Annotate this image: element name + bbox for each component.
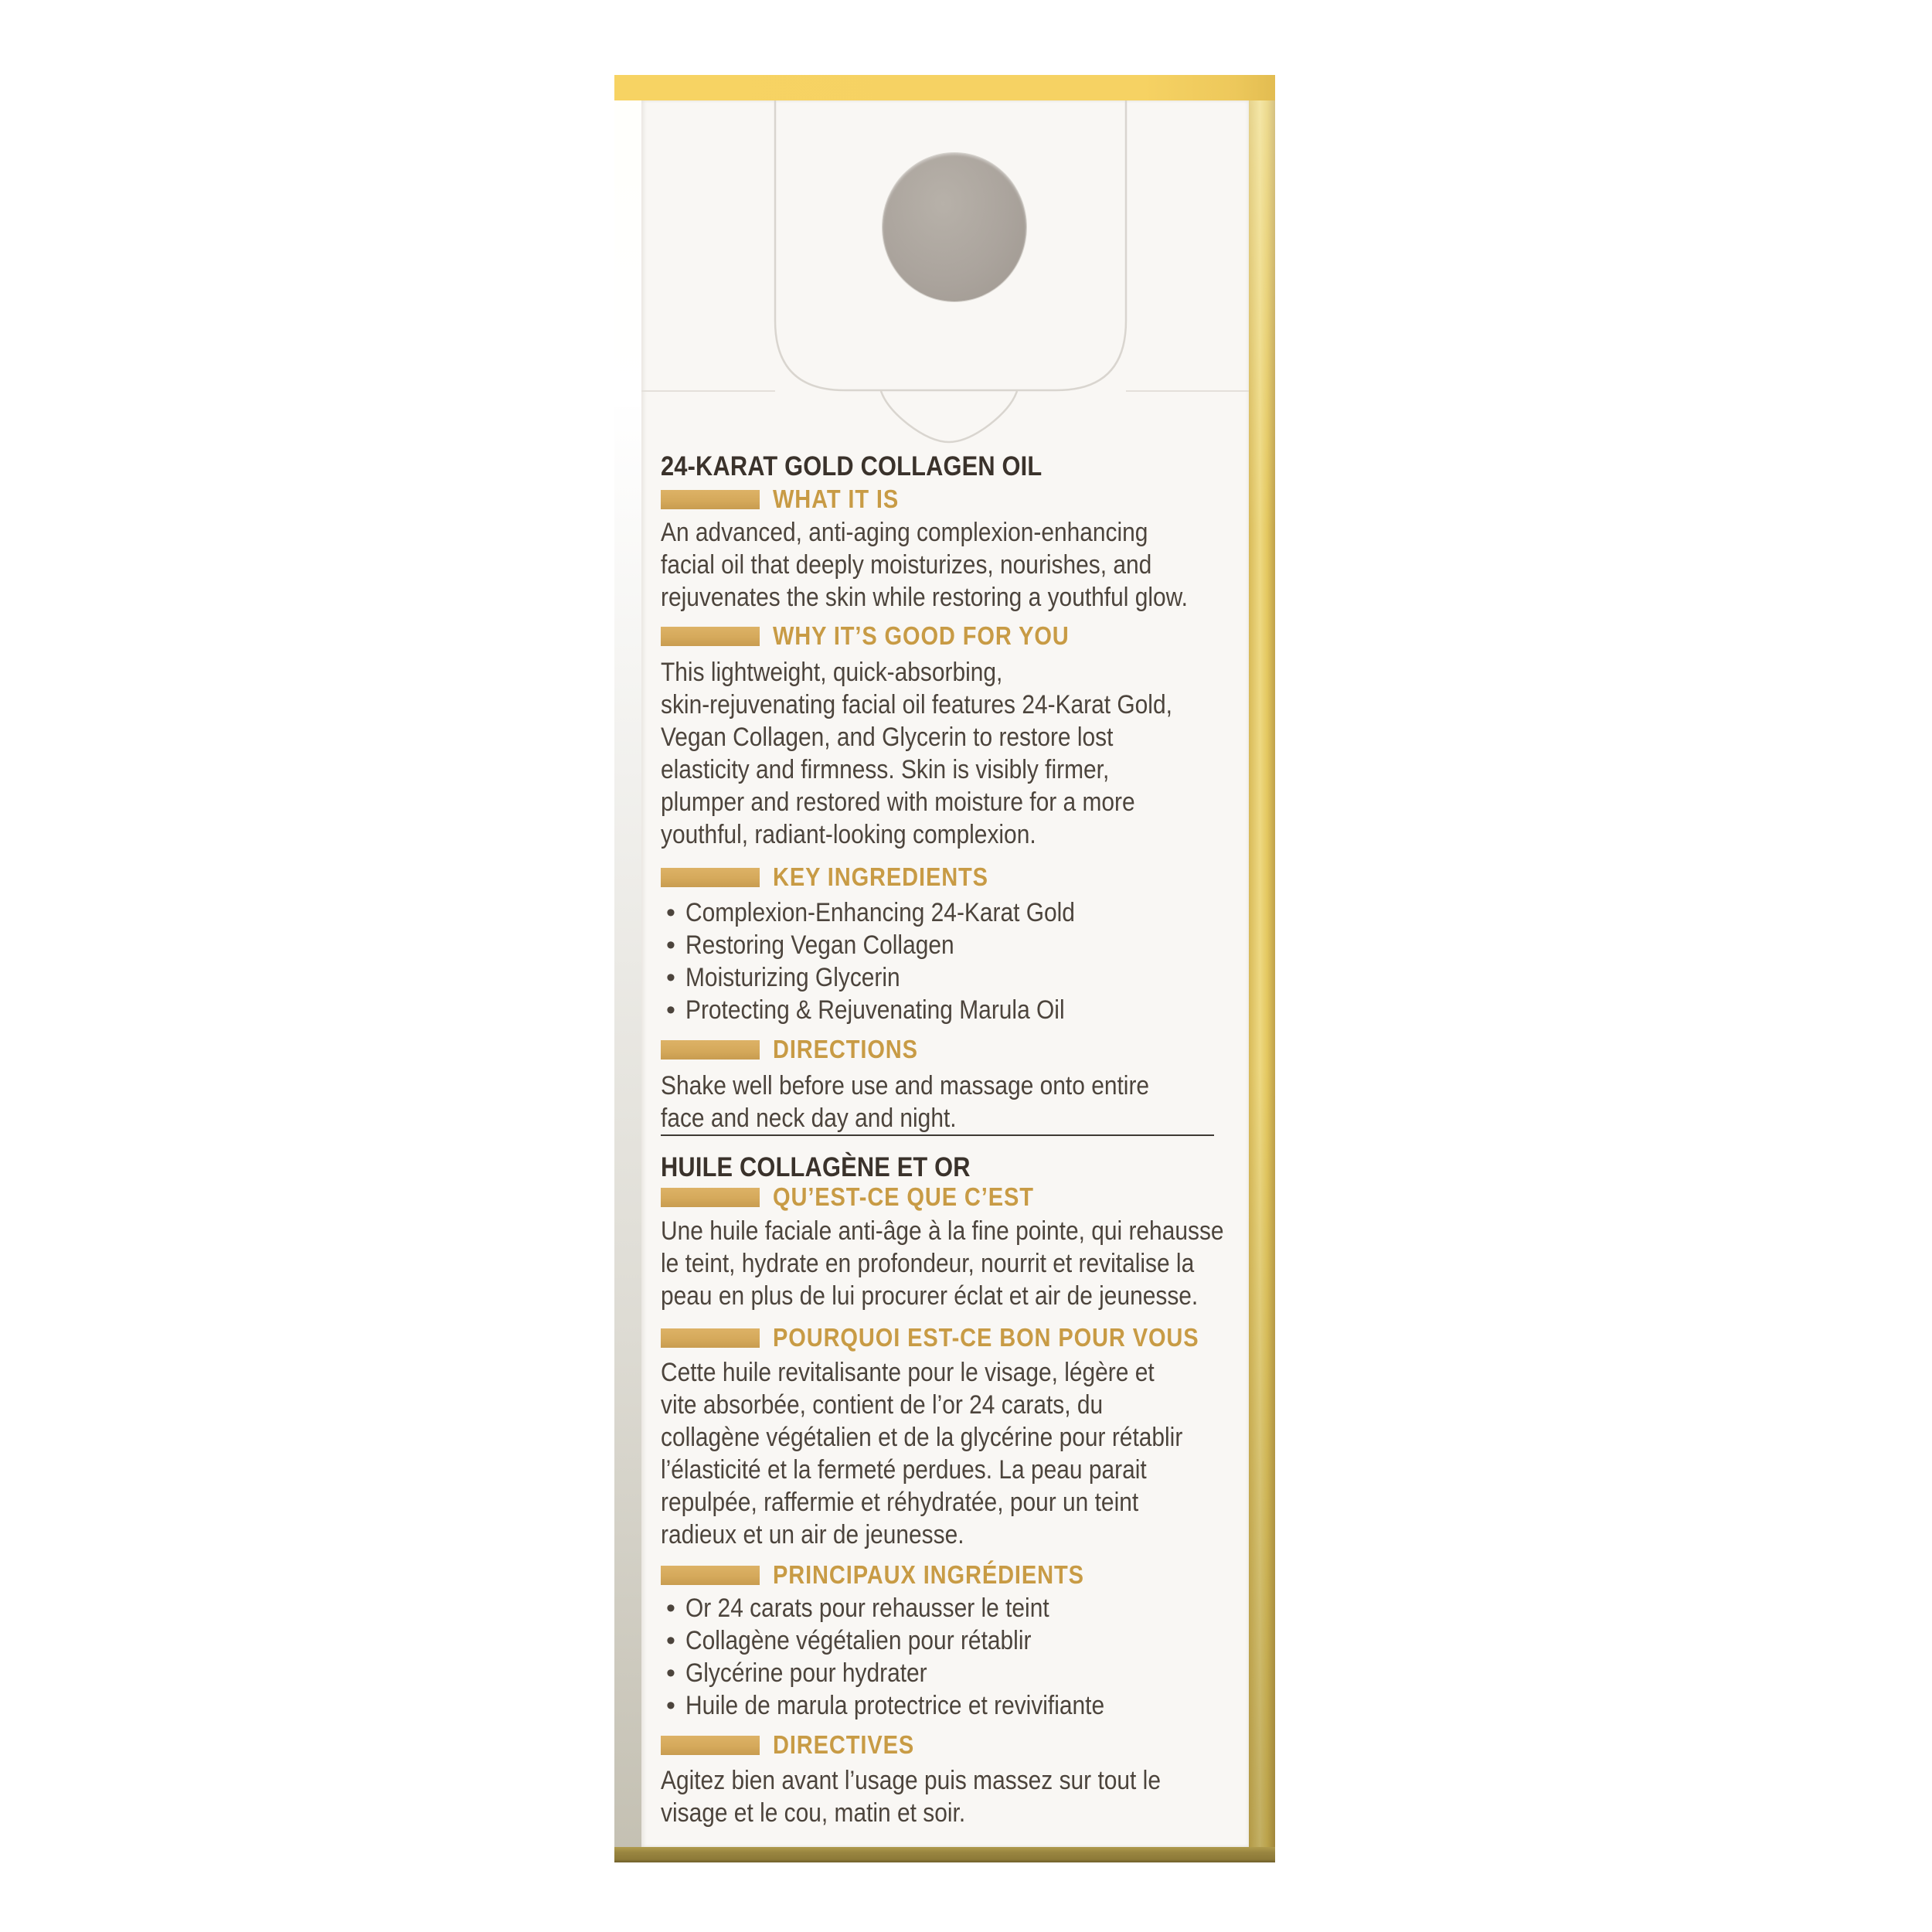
body-line: radieux et un air de jeunesse.	[661, 1520, 964, 1549]
body-line: repulpée, raffermie et réhydratée, pour un teint	[661, 1488, 1139, 1517]
bullet-item	[666, 1592, 1162, 1624]
bullet-icon: •	[666, 898, 675, 927]
bullet-label: Huile de marula protectrice et revivifiante	[685, 1691, 1105, 1720]
bullet-icon: •	[666, 1658, 675, 1688]
hang-hole	[883, 153, 1026, 301]
en-product-title: 24-KARAT GOLD COLLAGEN OIL	[661, 451, 1043, 481]
directives-paragraph	[661, 1764, 1229, 1829]
section-header-what-it-is	[661, 483, 916, 515]
bullet-item	[666, 994, 1128, 1026]
section-header-bar	[661, 1040, 760, 1060]
body-line: Shake well before use and massage onto entire	[661, 1071, 1150, 1100]
bullet-icon: •	[666, 1691, 675, 1720]
section-header-label: KEY INGREDIENTS	[773, 862, 988, 891]
bullet-item	[666, 896, 1128, 929]
section-header-label: DIRECTIVES	[773, 1730, 915, 1759]
bullet-label: Moisturizing Glycerin	[685, 963, 900, 992]
section-header-label: POURQUOI EST-CE BON POUR VOUS	[773, 1323, 1199, 1352]
body-line: skin-rejuvenating facial oil features 24-Karat Gold,	[661, 690, 1172, 719]
key-ingredients-list	[666, 896, 1128, 1026]
body-line: Agitez bien avant l’usage puis massez sur tout le	[661, 1766, 1161, 1795]
bullet-label: Protecting & Rejuvenating Marula Oil	[685, 995, 1065, 1025]
body-line: le teint, hydrate en profondeur, nourrit et revitalise la	[661, 1249, 1195, 1278]
divider-line	[661, 1134, 1214, 1136]
product-box-back	[614, 75, 1275, 1862]
bullet-icon: •	[666, 1626, 675, 1655]
section-header-directions	[661, 1033, 938, 1066]
section-header-principaux	[661, 1559, 1127, 1591]
what-it-is-paragraph	[661, 516, 1260, 614]
quest-ce-paragraph	[661, 1215, 1301, 1312]
body-line: vite absorbée, contient de l’or 24 carats, du	[661, 1390, 1104, 1420]
section-header-label: WHY IT’S GOOD FOR YOU	[773, 621, 1070, 650]
directions-paragraph	[661, 1070, 1216, 1134]
section-header-bar	[661, 627, 760, 646]
section-header-pourquoi	[661, 1321, 1257, 1354]
bullet-icon: •	[666, 963, 675, 992]
section-header-bar	[661, 868, 760, 887]
section-header-label: QU’EST-CE QUE C’EST	[773, 1182, 1034, 1211]
section-header-directives	[661, 1729, 934, 1761]
section-header-label: PRINCIPAUX INGRÉDIENTS	[773, 1560, 1084, 1589]
bullet-item	[666, 929, 1128, 961]
bullet-item	[666, 1689, 1162, 1722]
body-line: facial oil that deeply moisturizes, nourishes, and	[661, 550, 1152, 580]
body-line: face and neck day and night.	[661, 1104, 957, 1133]
why-good-paragraph	[661, 656, 1242, 851]
bullet-icon: •	[666, 1594, 675, 1623]
section-header-why-good	[661, 620, 1110, 652]
bullet-icon: •	[666, 995, 675, 1025]
pourquoi-paragraph	[661, 1356, 1253, 1551]
bullet-item	[666, 1624, 1162, 1657]
body-line: Vegan Collagen, and Glycerin to restore lost	[661, 723, 1114, 752]
body-line: Cette huile revitalisante pour le visage, légère et	[661, 1358, 1155, 1387]
bullet-item	[666, 961, 1128, 994]
body-line: This lightweight, quick-absorbing,	[661, 658, 1003, 687]
bullet-label: Complexion-Enhancing 24-Karat Gold	[685, 898, 1075, 927]
section-header-bar	[661, 490, 760, 509]
body-line: An advanced, anti-aging complexion-enhancing	[661, 518, 1148, 547]
bullet-label: Restoring Vegan Collagen	[685, 930, 954, 960]
fr-product-title: HUILE COLLAGÈNE ET OR	[661, 1152, 971, 1182]
body-line: peau en plus de lui procurer éclat et air de jeunesse.	[661, 1281, 1199, 1311]
bullet-label: Glycérine pour hydrater	[685, 1658, 927, 1688]
body-line: collagène végétalien et de la glycérine pour rétablir	[661, 1423, 1183, 1452]
body-line: youthful, radiant-looking complexion.	[661, 820, 1036, 849]
section-header-key-ingredients	[661, 861, 1018, 893]
bullet-item	[666, 1657, 1162, 1689]
bullet-label: Collagène végétalien pour rétablir	[685, 1626, 1032, 1655]
principaux-list	[666, 1592, 1162, 1722]
section-header-bar	[661, 1566, 760, 1585]
body-line: l’élasticité et la fermeté perdues. La peau parait	[661, 1455, 1147, 1485]
body-line: Une huile faciale anti-âge à la fine pointe, qui rehausse	[661, 1216, 1224, 1246]
section-header-bar	[661, 1188, 760, 1207]
section-header-label: DIRECTIONS	[773, 1035, 918, 1063]
top-flap-edge	[614, 75, 1275, 100]
section-header-bar	[661, 1328, 760, 1348]
bottom-foil-edge	[614, 1847, 1275, 1862]
section-header-bar	[661, 1736, 760, 1755]
right-foil-edge	[1249, 95, 1275, 1855]
body-line: elasticity and firmness. Skin is visibly firmer,	[661, 755, 1110, 784]
body-line: plumper and restored with moisture for a more	[661, 787, 1135, 817]
left-foil-edge	[614, 75, 641, 1862]
body-line: visage et le cou, matin et soir.	[661, 1798, 966, 1828]
section-header-quest-ce	[661, 1181, 1070, 1213]
bullet-icon: •	[666, 930, 675, 960]
bullet-label: Or 24 carats pour rehausser le teint	[685, 1594, 1049, 1623]
body-line: rejuvenates the skin while restoring a youthful glow.	[661, 583, 1188, 612]
section-header-label: WHAT IT IS	[773, 485, 900, 513]
